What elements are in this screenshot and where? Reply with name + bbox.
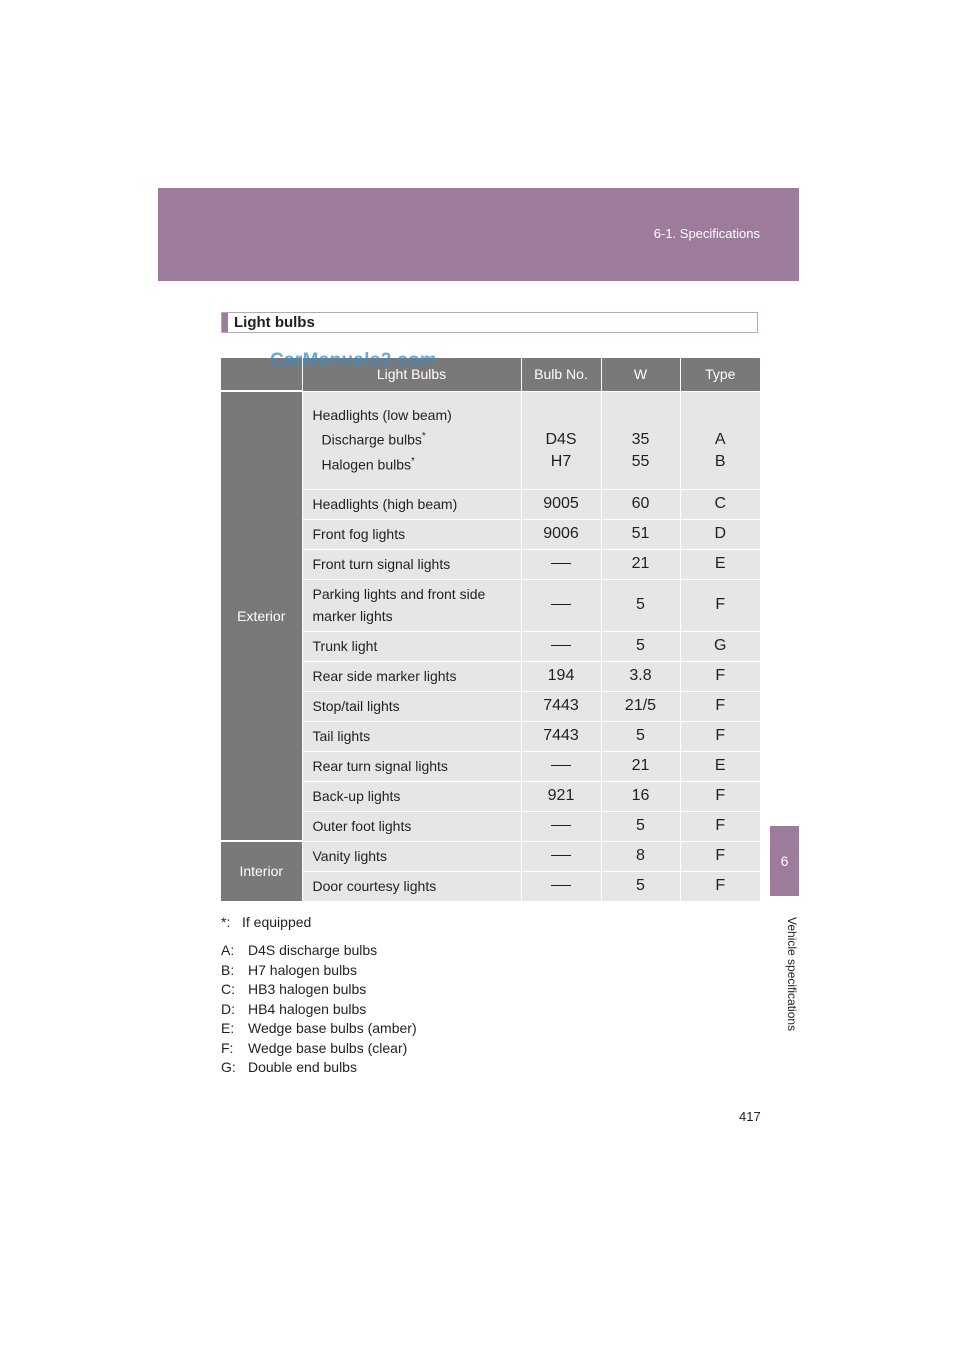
bulb-watt: 51 xyxy=(601,519,680,549)
bulb-name: Front fog lights xyxy=(302,519,521,549)
bulb-number-none xyxy=(521,841,601,871)
bulb-name: Door courtesy lights xyxy=(302,871,521,901)
bulb-type: D xyxy=(680,519,760,549)
bulb-name: Headlights (low beam) Discharge bulbs* Halogen bulbs* xyxy=(302,391,521,489)
bulb-type: G xyxy=(680,631,760,661)
bulb-type: F xyxy=(680,871,760,901)
chapter-tab: 6 xyxy=(770,826,799,896)
bulb-type: F xyxy=(680,781,760,811)
section-title: Light bulbs xyxy=(234,314,315,331)
footnote xyxy=(221,914,311,930)
section-breadcrumb: 6-1. Specifications xyxy=(653,226,760,241)
bulb-name: Rear turn signal lights xyxy=(302,751,521,781)
dash-mark xyxy=(551,825,571,826)
bulb-name: Rear side marker lights xyxy=(302,661,521,691)
bulb-name: Outer foot lights xyxy=(302,811,521,841)
bulb-number: 7443 xyxy=(521,691,601,721)
chapter-label-text: Vehicle specifications xyxy=(785,916,799,1032)
group-label-exterior: Exterior xyxy=(221,391,302,841)
column-header: Light Bulbs xyxy=(302,358,521,391)
bulb-type: F xyxy=(680,811,760,841)
table-row xyxy=(221,811,760,841)
table-row xyxy=(221,721,760,751)
bulb-type: F xyxy=(680,721,760,751)
dash-mark xyxy=(551,563,571,564)
bulb-watt: 5 xyxy=(601,811,680,841)
table-row xyxy=(221,631,760,661)
bulb-watt: 21/5 xyxy=(601,691,680,721)
column-header: W xyxy=(601,358,680,391)
bulb-number-none xyxy=(521,751,601,781)
table-row xyxy=(221,489,760,519)
footnote-mark: *: xyxy=(221,914,231,930)
bulb-type: E xyxy=(680,549,760,579)
bulb-name: Headlights (high beam) xyxy=(302,489,521,519)
section-heading xyxy=(221,312,758,333)
list-item: F: Wedge base bulbs (clear) xyxy=(221,1039,408,1056)
bulb-watt: 5 xyxy=(601,579,680,631)
table-row xyxy=(221,841,760,871)
bulb-number-none xyxy=(521,811,601,841)
group-label-interior: Interior xyxy=(221,841,302,901)
bulb-watt: 8 xyxy=(601,841,680,871)
footnote-star: * xyxy=(411,456,415,467)
table-row xyxy=(221,579,760,631)
bulb-watt: 21 xyxy=(601,751,680,781)
dash-mark xyxy=(551,885,571,886)
footnote-text: If equipped xyxy=(242,914,312,930)
bulb-number: 921 xyxy=(521,781,601,811)
bulb-number: 9005 xyxy=(521,489,601,519)
dash-mark xyxy=(551,604,571,605)
bulb-watt: 5 xyxy=(601,871,680,901)
header-band xyxy=(158,188,799,281)
bulb-number-none xyxy=(521,631,601,661)
bulb-watt: 35 55 xyxy=(601,391,680,489)
bulb-name: Front turn signal lights xyxy=(302,549,521,579)
bulb-watt: 21 xyxy=(601,549,680,579)
bulb-number-none xyxy=(521,871,601,901)
bulb-watt: 5 xyxy=(601,721,680,751)
dash-mark xyxy=(551,645,571,646)
table-row xyxy=(221,751,760,781)
bulb-number-none xyxy=(521,579,601,631)
bulb-watt: 60 xyxy=(601,489,680,519)
bulb-number: 9006 xyxy=(521,519,601,549)
bulb-type: F xyxy=(680,661,760,691)
type-legend xyxy=(221,941,417,1078)
table-row xyxy=(221,519,760,549)
table-row xyxy=(221,871,760,901)
bulb-name: Stop/tail lights xyxy=(302,691,521,721)
table-row xyxy=(221,691,760,721)
bulb-type: A B xyxy=(680,391,760,489)
light-bulbs-table xyxy=(221,358,760,901)
list-item: E: Wedge base bulbs (amber) xyxy=(221,1020,417,1036)
list-item: C: HB3 halogen bulbs xyxy=(221,981,367,997)
footnote-star: * xyxy=(421,431,426,443)
bulb-number: D4S H7 xyxy=(521,391,601,489)
list-item: B: H7 halogen bulbs xyxy=(221,961,357,978)
bulb-type: F xyxy=(680,841,760,871)
column-header: Type xyxy=(680,358,760,391)
table-row xyxy=(221,661,760,691)
bulb-type: C xyxy=(680,489,760,519)
dash-mark xyxy=(551,855,571,856)
list-item: D: HB4 halogen bulbs xyxy=(221,1000,367,1017)
watermark-text: CarManuals2.com xyxy=(270,350,438,371)
bulb-watt: 3.8 xyxy=(601,661,680,691)
list-item: G: Double end bulbs xyxy=(221,1059,357,1075)
bulb-number-none xyxy=(521,549,601,579)
table-row xyxy=(221,549,760,579)
page-number: 417 xyxy=(739,1109,761,1124)
bulb-name: Back-up lights xyxy=(302,781,521,811)
bulb-name: Tail lights xyxy=(302,721,521,751)
bulb-type: F xyxy=(680,579,760,631)
bulb-watt: 5 xyxy=(601,631,680,661)
bulb-type: E xyxy=(680,751,760,781)
dash-mark xyxy=(551,765,571,766)
bulb-name: Trunk light xyxy=(302,631,521,661)
table-row xyxy=(221,781,760,811)
table-row xyxy=(221,391,760,489)
list-item: A: D4S discharge bulbs xyxy=(221,942,378,958)
bulb-number: 194 xyxy=(521,661,601,691)
bulb-name: Vanity lights xyxy=(302,841,521,871)
bulb-type: F xyxy=(680,691,760,721)
bulb-number: 7443 xyxy=(521,721,601,751)
bulb-watt: 16 xyxy=(601,781,680,811)
column-header: Bulb No. xyxy=(521,358,601,391)
chapter-label xyxy=(770,904,799,1044)
section-accent-bar xyxy=(222,313,228,332)
bulb-name: Parking lights and front side marker lights xyxy=(302,579,521,631)
